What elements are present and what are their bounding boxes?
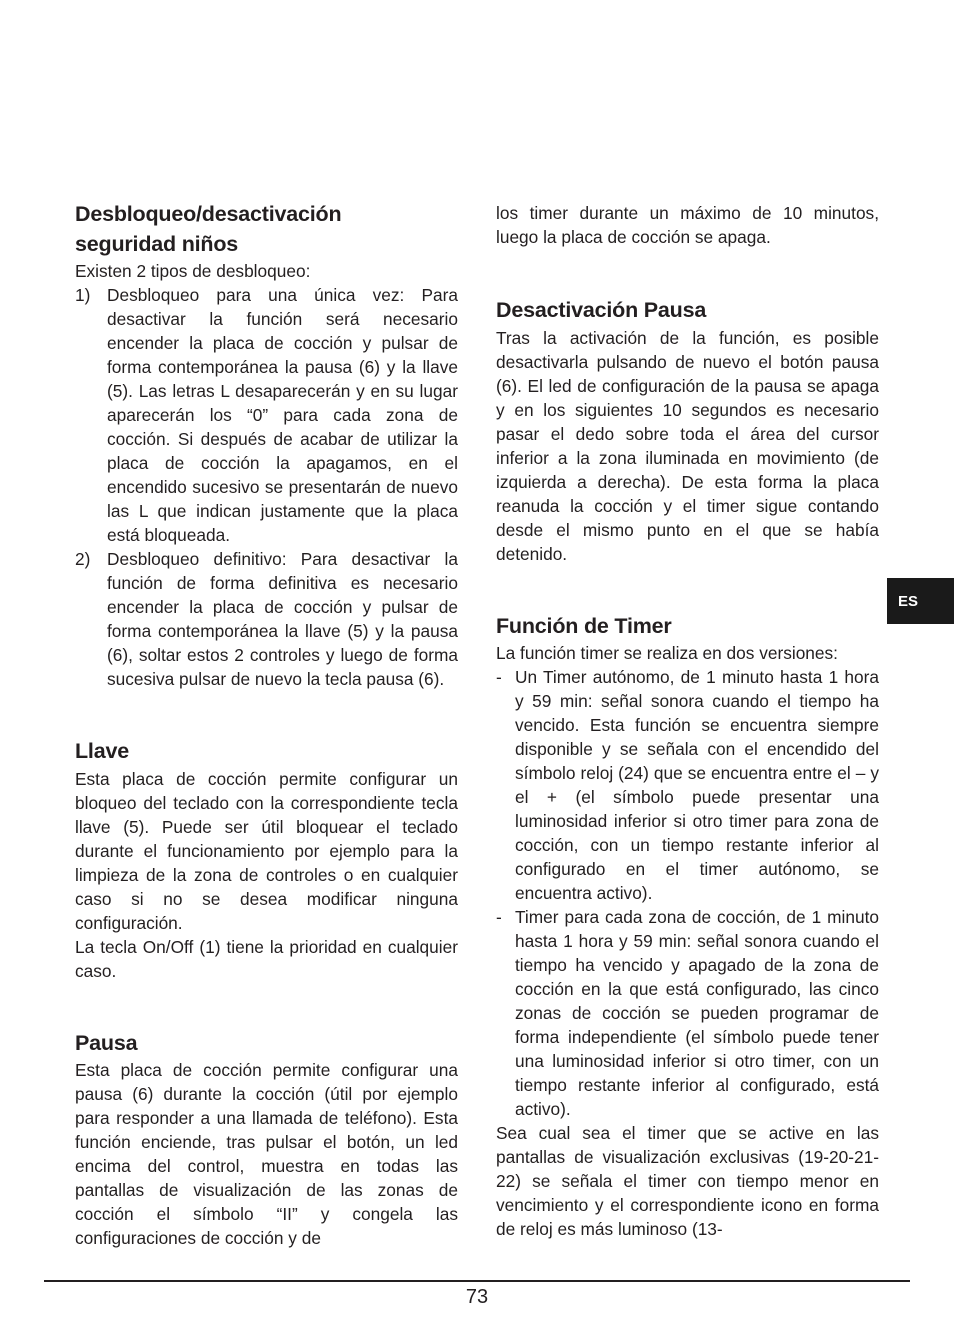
list-bullet: - [496,667,502,687]
list-item [75,283,458,547]
timer-closing-paragraph: Sea cual sea el timer que se active en las pantallas de visualización exclusivas (19-20-21-22) se señala el timer con tiempo menor en vencimiento y el correspondiente icono en forma de reloj es más luminoso (13- [496,1123,879,1239]
llave-paragraph-1: Esta placa de cocción permite configurar un bloqueo del teclado con la correspondiente tecla llave (5). Puede ser útil bloquear el teclado durante el funcionamiento por ejemplo para la limpieza de la zona de controles o en cualquier caso si no se desea modificar ninguna configuración. [75,768,458,933]
list-item-number: 1) [75,285,91,305]
list-item-text: Timer para cada zona de cocción, de 1 minuto hasta 1 hora y 59 min: señal sonora cuando el tiempo ha vencido y apagado de la zona de cocción en la que está configurado, las cinco zonas de cocción se pueden programar de forma independiente (el símbolo puede tener una luminosidad inferior si otro timer, con un tiempo restante inferior al configurado, está activo). [515,907,879,1119]
llave-paragraph-2: La tecla On/Off (1) tiene la prioridad en cualquier caso. [75,936,458,981]
language-tab: ES [887,578,954,624]
heading-pausa: Pausa [75,1030,138,1055]
pausa-paragraph: Esta placa de cocción permite configurar una pausa (6) durante la cocción (útil por ejemplo para responder a una llamada de teléfono). Esta función enciende, tras pulsar el botón, un led encima del control, muestra en todas las pantallas de visualización de las zonas de cocción el símbolo “II” y congela las configuraciones de cocción y de [75,1060,458,1248]
heading-funcion-timer: Función de Timer [496,613,672,638]
right-column [496,201,879,1241]
footer-divider [44,1280,910,1282]
heading-desactivacion-pausa: Desactivación Pausa [496,298,707,322]
list-item [75,547,458,691]
heading-desbloqueo-line2: seguridad niños [75,231,239,256]
continued-paragraph: los timer durante un máximo de 10 minutos, luego la placa de cocción se apaga. [496,203,879,247]
list-item [496,905,879,1121]
heading-llave: Llave [75,739,129,763]
heading-desbloqueo-line1: Desbloqueo/desactivación [75,202,342,226]
page-number: 73 [465,1286,489,1308]
timer-intro: La función timer se realiza en dos versiones: [496,643,838,663]
list-item [496,665,879,905]
list-bullet: - [496,907,502,927]
list-item-text: Desbloqueo para una única vez: Para desactivar la función será necesario encender la placa de cocción y pulsar de forma contemporánea la pausa (6) y la llave (5). Las letras L desaparecerán y en su lugar aparecerán los “0” para cada zona de cocción. Si después de acabar de utilizar la placa de cocción la apagamos, en el encendido sucesivo se presentarán de nuevo las L que indican justamente que la placa está bloqueada. [107,285,458,545]
left-column [75,200,458,1250]
list-item-text: Desbloqueo definitivo: Para desactivar la función de forma definitiva es necesario encender la placa de cocción y pulsar de forma contemporánea la llave (5) y la pausa (6), soltar estos 2 controles y luego de forma sucesiva pulsar de nuevo la tecla pausa (6). [107,549,458,689]
desbloqueo-intro: Existen 2 tipos de desbloqueo: [75,261,311,281]
list-item-number: 2) [75,549,91,569]
desactivacion-paragraph: Tras la activación de la función, es posible desactivarla pulsando de nuevo el botón pausa (6). El led de configuración de la pausa se apaga y en los siguientes 10 segundos es necesario pasar el dedo sobre toda el área del cursor inferior a la zona iluminada en movimiento (de izquierda a derecha). De esta forma la placa reanuda la cocción y el timer sigue contando desde el mismo punto en el que se había detenido. [496,327,879,564]
heading-desbloqueo [75,200,458,259]
list-item-text: Un Timer autónomo, de 1 minuto hasta 1 hora y 59 min: señal sonora cuando el tiempo ha vencido. Esta función se encuentra siempre disponible y se señala con el encendido del símbolo reloj (24) que se encuentra entre el – y el + (el símbolo puede presentar una luminosidad inferior si otro timer para zona de cocción, con un tiempo restante inferior al configurado en el timer autónomo, se encuentra activo). [515,667,879,903]
